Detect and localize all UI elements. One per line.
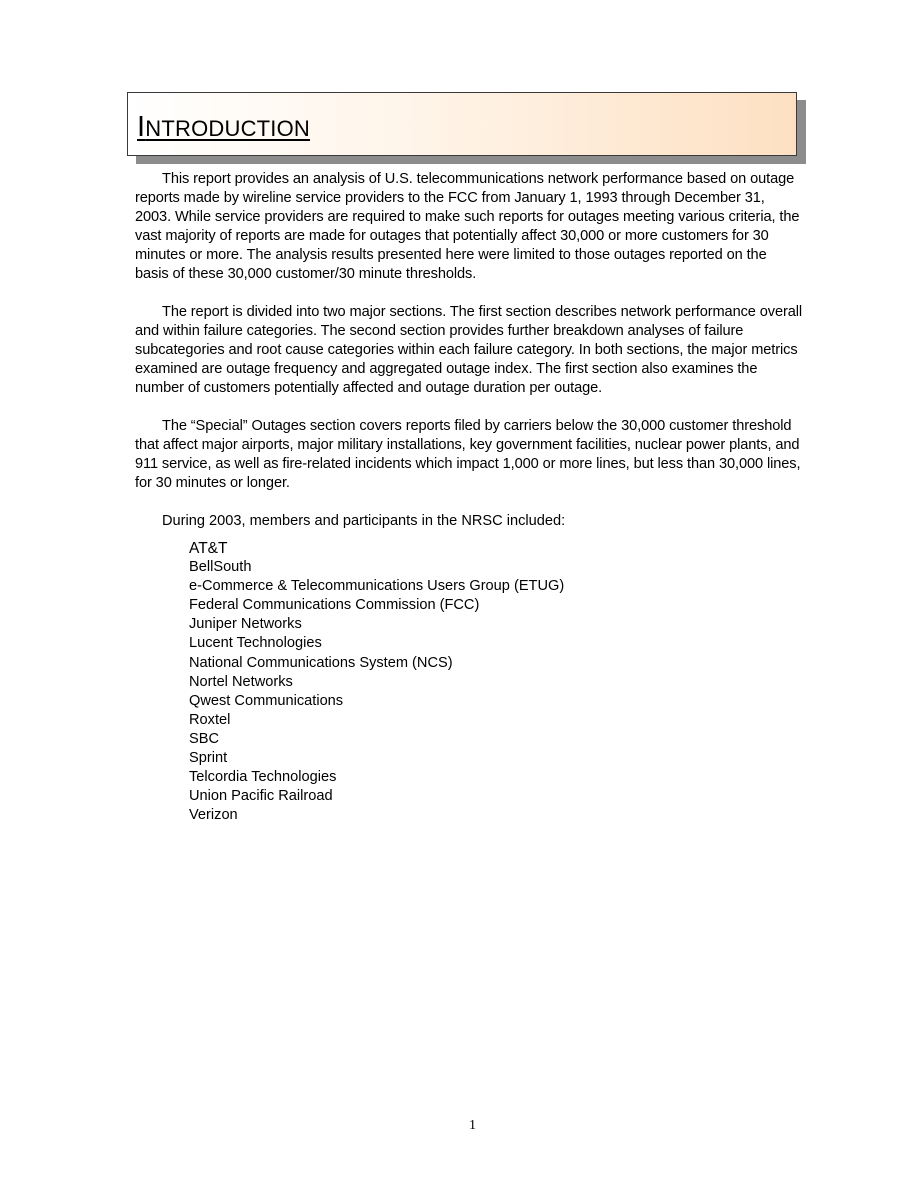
list-item: Lucent Technologies <box>189 635 322 652</box>
list-item: Verizon <box>189 807 238 824</box>
list-item: Federal Communications Commission (FCC) <box>189 597 480 614</box>
title-first-letter: I <box>137 111 146 143</box>
page-number: 1 <box>469 1118 476 1133</box>
list-item: Nortel Networks <box>189 673 293 690</box>
list-item: e-Commerce & Telecommunications Users Group (ETUG) <box>189 578 565 595</box>
title-rest: NTRODUCTION <box>145 116 311 141</box>
list-item: Juniper Networks <box>189 616 302 633</box>
heading-box <box>127 92 797 156</box>
list-item: Qwest Communications <box>189 692 344 709</box>
list-item: AT&T <box>189 540 228 557</box>
list-item: SBC <box>189 730 220 747</box>
list-item: National Communications System (NCS) <box>189 654 453 671</box>
page-title <box>137 111 310 144</box>
paragraph-2: The report is divided into two major sections. The first section describes network performance overall and within failure categories. The second section provides further breakdown analyses of failure subcategories and root cause categories within each failure category. In both sections, the major metrics examined are outage frequency and aggregated outage index. The first section also examines the number of customers potentially affected and outage duration per outage. <box>135 304 803 396</box>
list-item: Roxtel <box>189 711 231 728</box>
member-list <box>135 539 803 825</box>
paragraph-1: This report provides an analysis of U.S. telecommunications network performance based on outage reports made by wireline service providers to the FCC from January 1, 1993 through December 31, 2003. While service providers are required to make such reports for outages meeting various criteria, the vast majority of reports are made for outages that potentially affect 30,000 or more customers for 30 minutes or more. The analysis results presented here were limited to those outages reported on the basis of these 30,000 customer/30 minute thresholds. <box>135 171 800 282</box>
list-item: Telcordia Technologies <box>189 769 337 786</box>
members-intro: During 2003, members and participants in the NRSC included: <box>162 513 566 529</box>
list-item: BellSouth <box>189 559 252 576</box>
paragraph-3: The “Special” Outages section covers reports filed by carriers below the 30,000 customer threshold that affect major airports, major military installations, key government facilities, nuclear power plants, and 911 service, as well as fire-related incidents which impact 1,000 or more lines, but less than 30,000 lines, for 30 minutes or longer. <box>135 418 801 491</box>
list-item: Sprint <box>189 750 228 767</box>
list-item: Union Pacific Railroad <box>189 788 333 805</box>
body-content <box>135 170 803 825</box>
